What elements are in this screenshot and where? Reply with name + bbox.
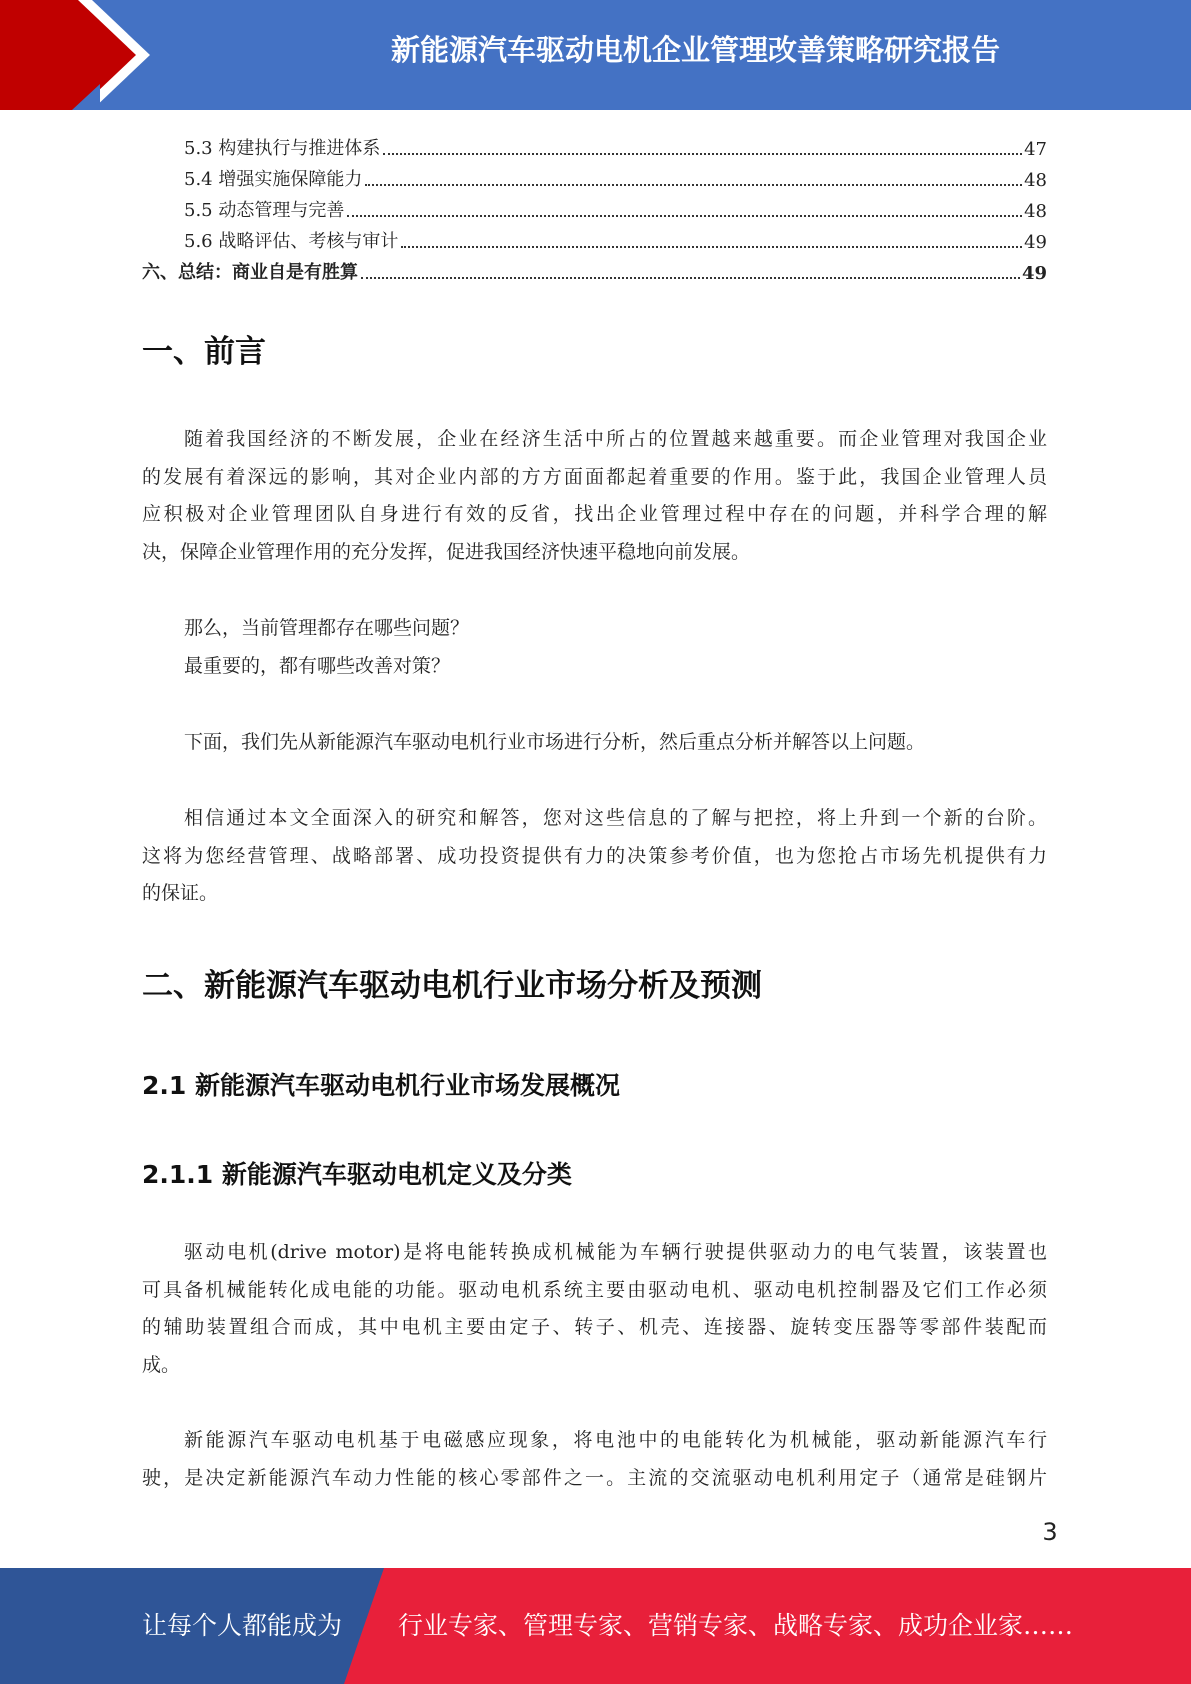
definition-paragraph-2 — [142, 1422, 1047, 1497]
question-1: 那么，当前管理都存在哪些问题？ — [184, 617, 470, 639]
page-footer — [0, 1568, 1191, 1684]
toc-entry[interactable] — [142, 222, 1047, 253]
toc-entry-label: 5.5 动态管理与完善 — [184, 200, 345, 221]
preface-paragraph-2 — [142, 724, 1047, 762]
definition-heading: 2.1.1 新能源汽车驱动电机定义及分类 — [142, 1160, 572, 1189]
text-line: 成。 — [142, 1353, 181, 1376]
text-line: 下面，我们先从新能源汽车驱动电机行业市场进行分析，然后重点分析并解答以上问题。 — [184, 731, 926, 753]
toc-entry[interactable] — [142, 253, 1047, 284]
text-line: 可具备机械能转化成电能的功能。驱动电机系统主要由驱动电机、驱动电机控制器及它们工作必须 — [142, 1278, 1047, 1301]
report-title: 新能源汽车驱动电机企业管理改善策略研究报告 — [390, 33, 1000, 67]
text-line: 的辅助装置组合而成，其中电机主要由定子、转子、机壳、连接器、旋转变压器等零部件装配而 — [142, 1316, 1047, 1338]
text-line: 驱动电机(drive motor)是将电能转换成机械能为车辆行驶提供驱动力的电气装置，该装置也 — [184, 1241, 1047, 1263]
preface-paragraph-3 — [142, 800, 1047, 913]
toc-entry-page: 49 — [1024, 232, 1047, 253]
toc-entry[interactable] — [142, 191, 1047, 222]
table-of-contents — [142, 129, 1047, 284]
toc-entry[interactable] — [142, 160, 1047, 191]
question-2: 最重要的，都有哪些改善对策？ — [184, 654, 451, 677]
toc-dot-leader — [365, 184, 1022, 186]
text-line: 新能源汽车驱动电机基于电磁感应现象，将电池中的电能转化为机械能，驱动新能源汽车行 — [184, 1429, 1047, 1451]
text-line: 的保证。 — [142, 882, 219, 904]
page-header — [0, 0, 1191, 110]
footer-slogan-left: 让每个人都能成为 — [142, 1611, 343, 1640]
toc-entry-page: 49 — [1021, 263, 1047, 284]
toc-entry-label: 5.4 增强实施保障能力 — [184, 169, 363, 190]
text-line: 随着我国经济的不断发展，企业在经济生活中所占的位置越来越重要。而企业管理对我国企业 — [184, 428, 1047, 450]
toc-entry[interactable] — [142, 129, 1047, 160]
text-line: 这将为您经营管理、战略部署、成功投资提供有力的决策参考价值，也为您抢占市场先机提供有力 — [142, 844, 1047, 867]
header-arrow-decoration — [0, 0, 160, 110]
toc-entry-page: 48 — [1024, 201, 1047, 222]
text-line: 应积极对企业管理团队自身进行有效的反省，找出企业管理过程中存在的问题，并科学合理的解 — [142, 503, 1047, 525]
text-line: 驶，是决定新能源汽车动力性能的核心零部件之一。主流的交流驱动电机利用定子（通常是硅钢片 — [142, 1466, 1047, 1489]
text-line: 的发展有着深远的影响，其对企业内部的方方面面都起着重要的作用。鉴于此，我国企业管理人员 — [142, 465, 1047, 488]
preface-heading: 一、前言 — [142, 334, 266, 370]
toc-entry-label: 5.6 战略评估、考核与审计 — [184, 231, 399, 252]
footer-slogan-right: 行业专家、管理专家、营销专家、战略专家、成功企业家…… — [398, 1611, 1074, 1640]
market-analysis-heading: 二、新能源汽车驱动电机行业市场分析及预测 — [142, 968, 762, 1004]
page-number: 3 — [1042, 1518, 1058, 1546]
definition-paragraph-1 — [142, 1234, 1047, 1384]
toc-entry-label: 5.3 构建执行与推进体系 — [184, 138, 381, 159]
toc-dot-leader — [383, 153, 1022, 155]
overview-heading: 2.1 新能源汽车驱动电机行业市场发展概况 — [142, 1071, 620, 1100]
preface-questions — [142, 610, 1047, 685]
text-line: 相信通过本文全面深入的研究和解答，您对这些信息的了解与把控，将上升到一个新的台阶。 — [184, 807, 1047, 829]
toc-dot-leader — [401, 246, 1022, 248]
text-line: 决，保障企业管理作用的充分发挥，促进我国经济快速平稳地向前发展。 — [142, 540, 751, 563]
toc-entry-page: 47 — [1024, 139, 1047, 160]
toc-entry-label: 六、总结：商业自是有胜算 — [142, 262, 358, 283]
toc-dot-leader — [361, 277, 1020, 279]
toc-dot-leader — [347, 215, 1022, 217]
preface-paragraph-1 — [142, 421, 1047, 571]
toc-entry-page: 48 — [1024, 170, 1047, 191]
